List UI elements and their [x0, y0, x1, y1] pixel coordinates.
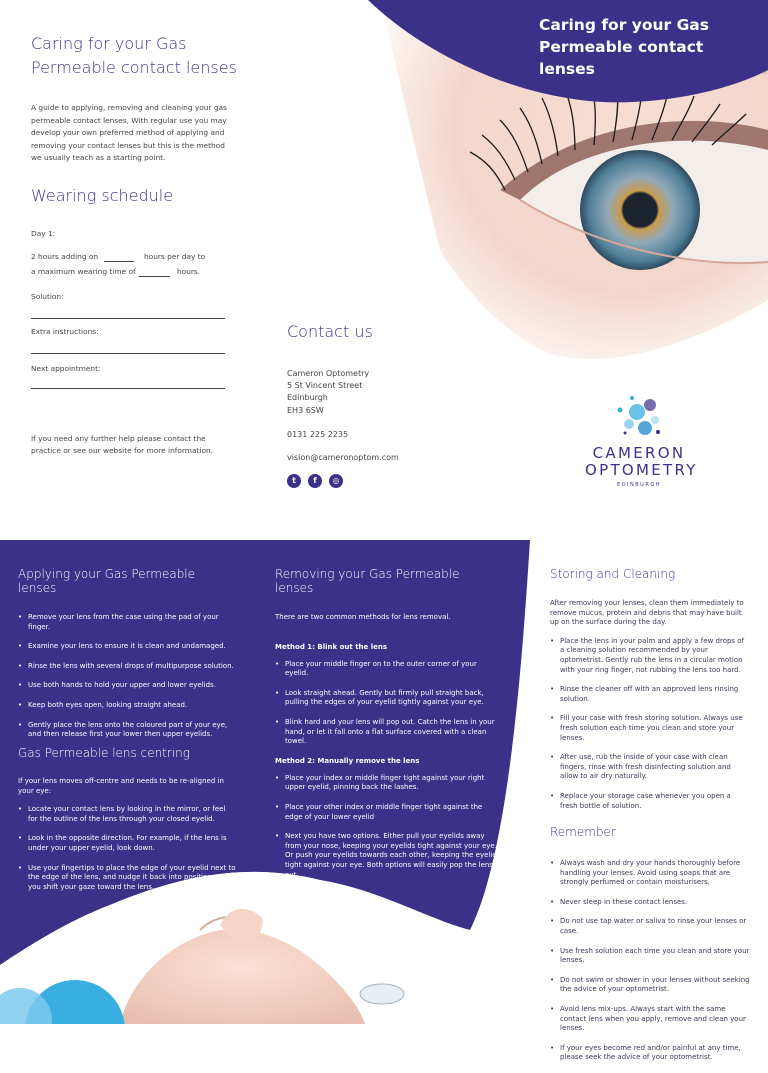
storing-heading: Storing and Cleaning: [550, 567, 676, 581]
removing-section: [275, 567, 501, 890]
list-item: • Rinse the cleaner off with an approved lens rinsing solution.: [550, 685, 750, 704]
cover-title: Caring for your Gas Permeable contact lenses: [539, 16, 709, 78]
hours-per-day-label: hours per day to: [144, 252, 206, 261]
method-2-heading: Method 2: Manually remove the lens: [275, 756, 420, 765]
intro-text: A guide to applying, removing and cleaning your gas permeable contact lenses, With regular use you may develop your own preferred method of applying and removing your contact lenses but this is the method we usually teach as a starting point.: [31, 103, 227, 162]
list-item: • Place the lens in your palm and apply a few drops of a cleaning solution recommended by your optometrist. Gently rub the lens in a circular motion with your ring finger, not rubbing the lens too hard.: [550, 637, 750, 675]
storing-intro: After removing your lenses, clean them immediately to remove mucus, protein and debris that may have built up on the surface during the day.: [550, 599, 744, 627]
method-1-list: [275, 660, 501, 747]
solution-label: Solution:: [31, 292, 64, 301]
list-item: • Locate your contact lens by looking in the mirror, or feel for the outline of the lens through your closed eyelid.: [18, 805, 236, 824]
logo-text: [585, 444, 698, 479]
list-item: • Place your other index or middle finger tight against the edge of your lower eyelid: [275, 803, 501, 822]
list-item: • Do not use tap water or saliva to rinse your lenses or case.: [550, 917, 750, 936]
list-item: • Examine your lens to ensure it is clean and undamaged.: [18, 642, 236, 652]
social-links: [287, 474, 343, 488]
logo-mark: [618, 396, 661, 435]
list-item: • If your eyes become red and/or painful at any time, please seek the advice of your optometrist.: [550, 1044, 750, 1063]
method-2-list: [275, 774, 501, 880]
applying-list: [18, 613, 236, 740]
list-item: • Do not swim or shower in your lenses without seeking the advice of your optometrist.: [550, 976, 750, 995]
contact-details: [287, 368, 447, 464]
list-item: • Remove your lens from the case using the pad of your finger.: [18, 613, 236, 632]
list-item: • Keep both eyes open, looking straight ahead.: [18, 701, 236, 711]
remember-heading: Remember: [550, 825, 616, 839]
next-appointment-label: Next appointment:: [31, 364, 101, 373]
logo-name-2: OPTOMETRY: [585, 461, 698, 479]
list-item: • Look in the opposite direction. For example, if the lens is under your upper eyelid, look down.: [18, 834, 236, 853]
list-item: • Use fresh solution each time you clean and store your lenses.: [550, 947, 750, 966]
hours-adding-field[interactable]: [104, 261, 134, 262]
applying-heading: Applying your Gas Permeable lenses: [18, 567, 196, 595]
list-item: • Place your middle finger on to the outer corner of your eyelid.: [275, 660, 501, 679]
extra-instructions-field[interactable]: [31, 353, 225, 354]
help-text: If you need any further help please contact the practice or see our website for more information.: [31, 434, 214, 455]
email-link[interactable]: vision@cameronoptom.com: [287, 453, 399, 463]
removing-intro: There are two common methods for lens removal.: [275, 613, 451, 621]
list-item: • Always wash and dry your hands thoroughly before handling your lenses. Avoid using soaps that are strongly perfumed or contain moisturisers.: [550, 859, 750, 888]
centring-intro: If your lens moves off-centre and needs to be re-aligned in your eye:: [18, 777, 224, 795]
hours-label: hours.: [177, 267, 201, 276]
centring-heading: Gas Permeable lens centring: [18, 746, 190, 760]
method-1-heading: Method 1: Blink out the lens: [275, 642, 388, 651]
list-item: • Rinse the lens with several drops of multipurpose solution.: [18, 662, 236, 672]
centring-section: [18, 746, 236, 902]
remember-section: [550, 825, 750, 1073]
centring-list: [18, 805, 236, 892]
logo-name-1: CAMERON: [592, 444, 686, 462]
adding-on-label: 2 hours adding on: [31, 252, 99, 261]
address-city: Edinburgh: [287, 393, 328, 403]
max-wearing-label: a maximum wearing time of: [31, 267, 136, 276]
list-item: • Look straight ahead. Gently but firmly pull straight back, pulling the edges of your eyelid tightly against your eye.: [275, 689, 501, 708]
address-postcode: EH3 6SW: [287, 405, 324, 415]
facebook-icon[interactable]: f: [308, 474, 322, 488]
list-item: • Fill your case with fresh storing solution. Always use fresh solution each time you clean and store your lenses.: [550, 714, 750, 743]
remember-list: [550, 859, 750, 1063]
list-item: • Next you have two options. Either pull your eyelids away from your nose, keeping your eyelids tight against your eye. Or push your eyelids towards each other, keeping the eyelids tight against your eye. Both options will easily pop the lens out.: [275, 832, 501, 880]
list-item: • Gently place the lens onto the coloured part of your eye, and then release first your lower then upper eyelids.: [18, 721, 236, 740]
max-hours-field[interactable]: [139, 276, 170, 277]
practice-name: Cameron Optometry: [287, 369, 370, 378]
removing-heading: Removing your Gas Permeable lenses: [275, 567, 460, 595]
extra-instructions-label: Extra instructions:: [31, 327, 99, 336]
logo-city: EDINBURGH: [617, 482, 661, 488]
phone-number[interactable]: 0131 225 2235: [287, 429, 349, 439]
storing-section: [550, 567, 750, 821]
leaflet-title: Caring for your Gas Permeable contact lenses: [31, 34, 237, 77]
list-item: • Avoid lens mix-ups. Always start with the same contact lens when you apply, remove and clean your lenses.: [550, 1005, 750, 1034]
day-label: Day 1:: [31, 229, 56, 238]
wearing-schedule-heading: Wearing schedule: [31, 186, 174, 205]
list-item: • Blink hard and your lens will pop out. Catch the lens in your hand, or let it fall onto a flat surface covered with a clean towel.: [275, 718, 501, 747]
instagram-icon[interactable]: ◎: [329, 474, 343, 488]
next-appointment-field[interactable]: [31, 388, 225, 389]
storing-list: [550, 637, 750, 811]
list-item: • Never sleep in these contact lenses.: [550, 898, 750, 908]
contact-heading: Contact us: [287, 322, 373, 341]
address-street: 5 St Vincent Street: [287, 381, 363, 391]
list-item: • Place your index or middle finger tight against your right upper eyelid, pinning back the lashes.: [275, 774, 501, 793]
twitter-icon[interactable]: t: [287, 474, 301, 488]
list-item: • Use your fingertips to place the edge of your eyelid next to the edge of the lens, and nudge it back into position as you shift your gaze toward the lens.: [18, 864, 236, 893]
list-item: • Use both hands to hold your upper and lower eyelids.: [18, 681, 236, 691]
solution-field[interactable]: [31, 318, 225, 319]
list-item: • Replace your storage case whenever you open a fresh bottle of solution.: [550, 792, 750, 811]
list-item: • After use, rub the inside of your case with clean fingers, rinse with fresh disinfecting solution and allow to air dry naturally.: [550, 753, 750, 782]
applying-section: [18, 567, 236, 750]
